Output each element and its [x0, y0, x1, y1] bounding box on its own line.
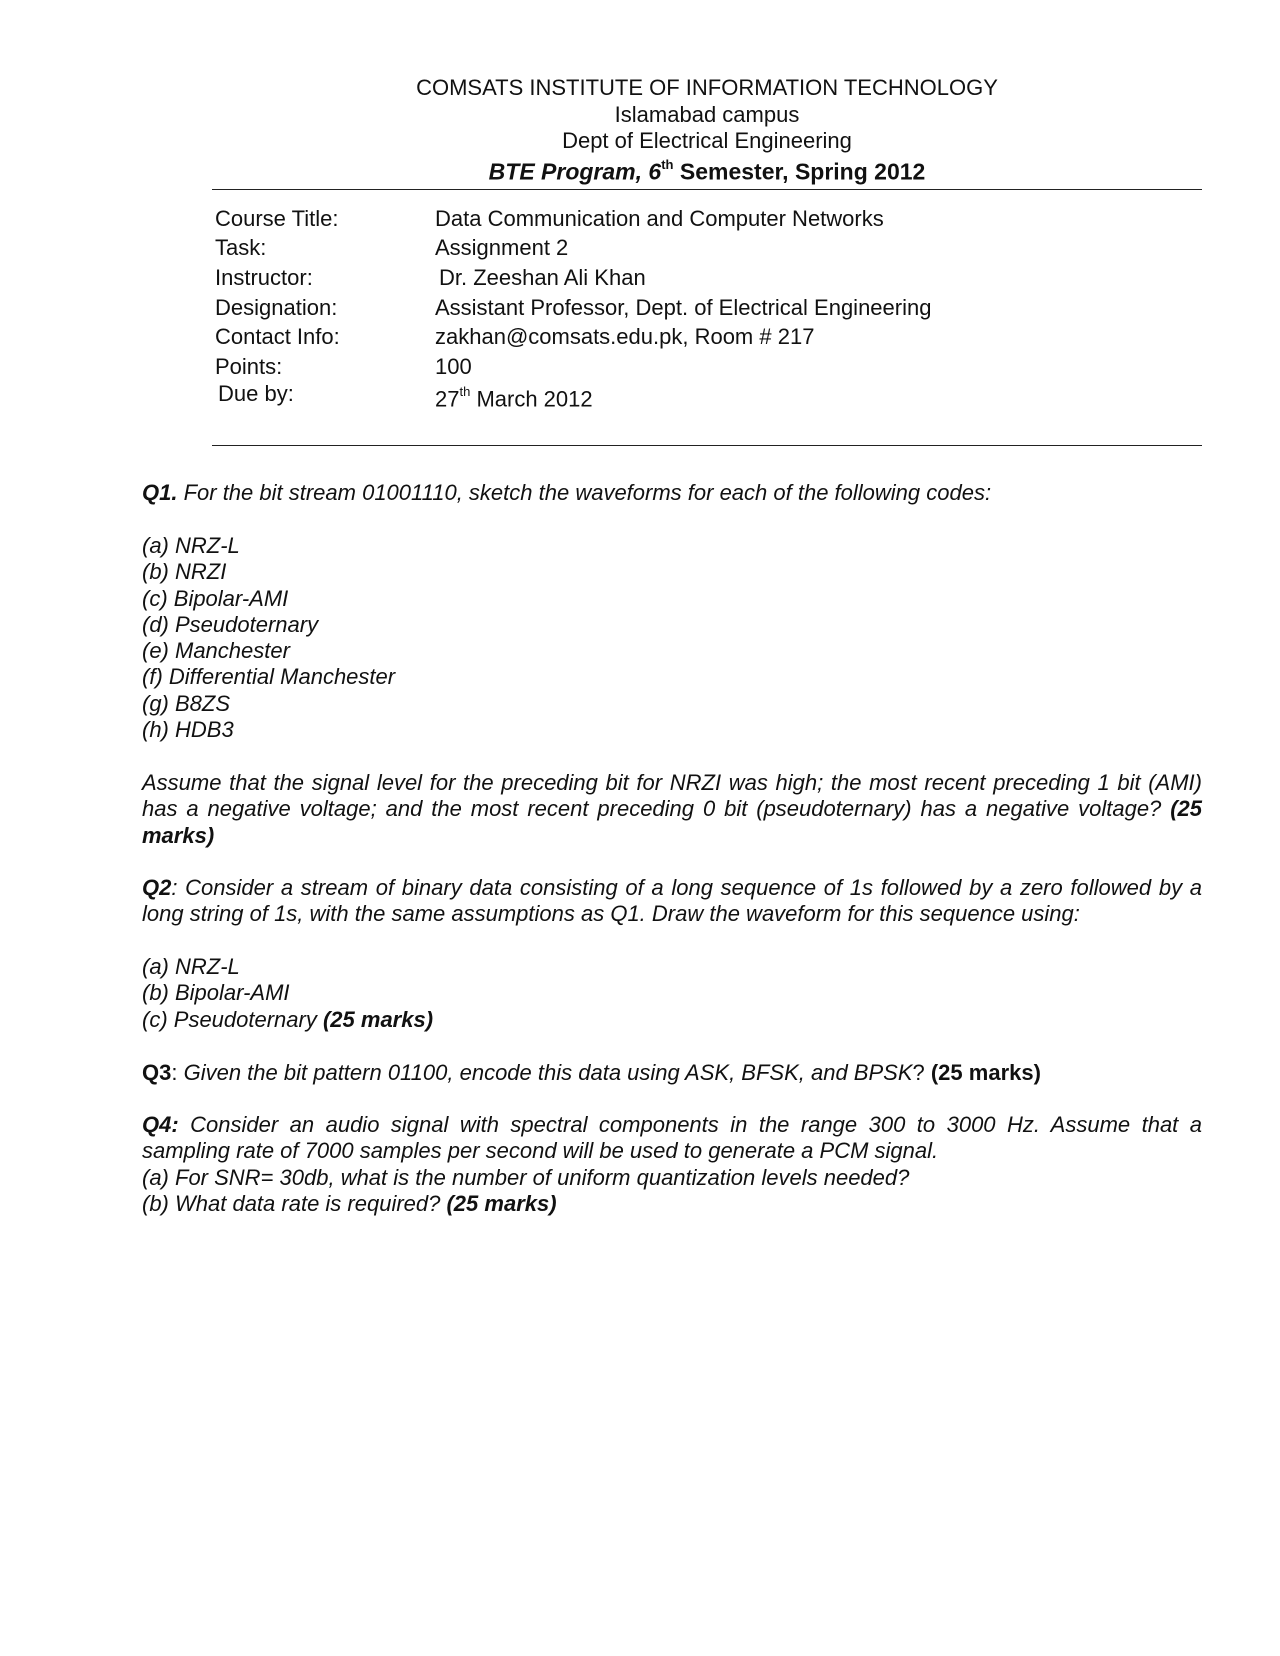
q4-marks: (25 marks): [446, 1191, 557, 1216]
q1-prompt: [142, 480, 1202, 506]
q3-colon: :: [171, 1060, 184, 1085]
q3-qmark: ?: [912, 1060, 931, 1085]
list-item: (g) B8ZS: [142, 690, 231, 716]
list-item: (c) Bipolar-AMI: [142, 585, 289, 611]
q2-label: Q2: [142, 875, 172, 900]
q4-part-a: (a) For SNR= 30db, what is the number of uniform quantization levels needed?: [142, 1165, 910, 1190]
q1-marks: (25 marks): [142, 796, 1202, 848]
list-item: (a) NRZ-L: [142, 533, 240, 558]
designation-value: Assistant Professor, Dept. of Electrical Engineering: [435, 295, 932, 320]
q1-label: Q1.: [142, 480, 178, 505]
q3-marks: (25 marks): [930, 1060, 1041, 1085]
due-rest: March 2012: [470, 386, 593, 412]
q4-text: Consider an audio signal with spectral components in the range 300 to 3000 Hz. Assume that a sampling rate of 7000 samples per second will be used to generate a PCM signal.: [142, 1112, 1202, 1164]
q1-code-list: [142, 533, 1202, 743]
department-name: Dept of Electrical Engineering: [562, 128, 852, 153]
q4-label: Q4:: [142, 1112, 179, 1137]
q1-text: For the bit stream 01001110, sketch the waveforms for each of the following codes:: [177, 480, 992, 505]
points-value: 100: [435, 354, 472, 379]
q4-prompt: [142, 1112, 1202, 1165]
q2-code-list: [142, 954, 1202, 1033]
list-item: (e) Manchester: [142, 638, 290, 664]
program-title: [212, 154, 1202, 185]
instructor-value: Dr. Zeeshan Ali Khan: [439, 265, 646, 290]
list-item: (b) NRZI: [142, 559, 227, 585]
task-label: Task:: [215, 235, 267, 260]
institute-name: COMSATS INSTITUTE OF INFORMATION TECHNOLOGY: [416, 75, 998, 100]
due-value: [435, 380, 593, 413]
instructor-label: Instructor:: [215, 265, 313, 290]
list-item: (h) HDB3: [142, 717, 234, 743]
q1-assumption: [142, 770, 1202, 849]
q1-assumption-text: Assume that the signal level for the preceding bit for NRZI was high; the most recent preceding 1 bit (AMI) has a negative voltage; and the most recent preceding 0 bit (pseudoternary) has a negative voltage?: [142, 770, 1202, 822]
program-sup: th: [661, 157, 674, 172]
list-item: (f) Differential Manchester: [142, 664, 396, 690]
points-label: Points:: [215, 354, 283, 379]
q4-part-b: [142, 1191, 1202, 1217]
designation-label: Designation:: [215, 295, 338, 320]
q4-part-b-text: (b) What data rate is required?: [142, 1191, 447, 1216]
task-value: Assignment 2: [435, 235, 569, 260]
contact-label: Contact Info:: [215, 324, 340, 349]
bottom-divider: [212, 445, 1202, 446]
top-divider: [212, 189, 1202, 190]
due-day: 27: [435, 386, 460, 412]
list-item: (b) Bipolar-AMI: [142, 980, 290, 1006]
due-sup: th: [459, 384, 471, 399]
q2-text: : Consider a stream of binary data consisting of a long sequence of 1s followed by a zero followed by a long string of 1s, with the same assumptions as Q1. Draw the waveform for this sequence using:: [142, 875, 1202, 927]
q2-last-item: (c) Pseudoternary: [142, 1006, 323, 1032]
list-item: [142, 1007, 1202, 1033]
contact-value: zakhan@comsats.edu.pk, Room # 217: [435, 324, 815, 349]
q3-label: Q3: [142, 1060, 172, 1085]
due-label: Due by:: [218, 381, 294, 406]
program-prefix: BTE Program, 6: [488, 158, 662, 185]
q3-prompt: [142, 1060, 1202, 1086]
list-item: (a) NRZ-L: [142, 954, 240, 979]
course-title-value: Data Communication and Computer Networks: [435, 206, 884, 231]
q2-marks: (25 marks): [322, 1006, 434, 1032]
program-suffix: Semester, Spring 2012: [673, 158, 926, 185]
course-title-label: Course Title:: [215, 206, 339, 231]
campus-name: Islamabad campus: [614, 102, 800, 127]
list-item: (d) Pseudoternary: [142, 611, 319, 637]
q2-prompt: [142, 875, 1202, 928]
q3-text: Given the bit pattern 01100, encode this data using ASK, BFSK, and BPSK: [183, 1060, 913, 1085]
